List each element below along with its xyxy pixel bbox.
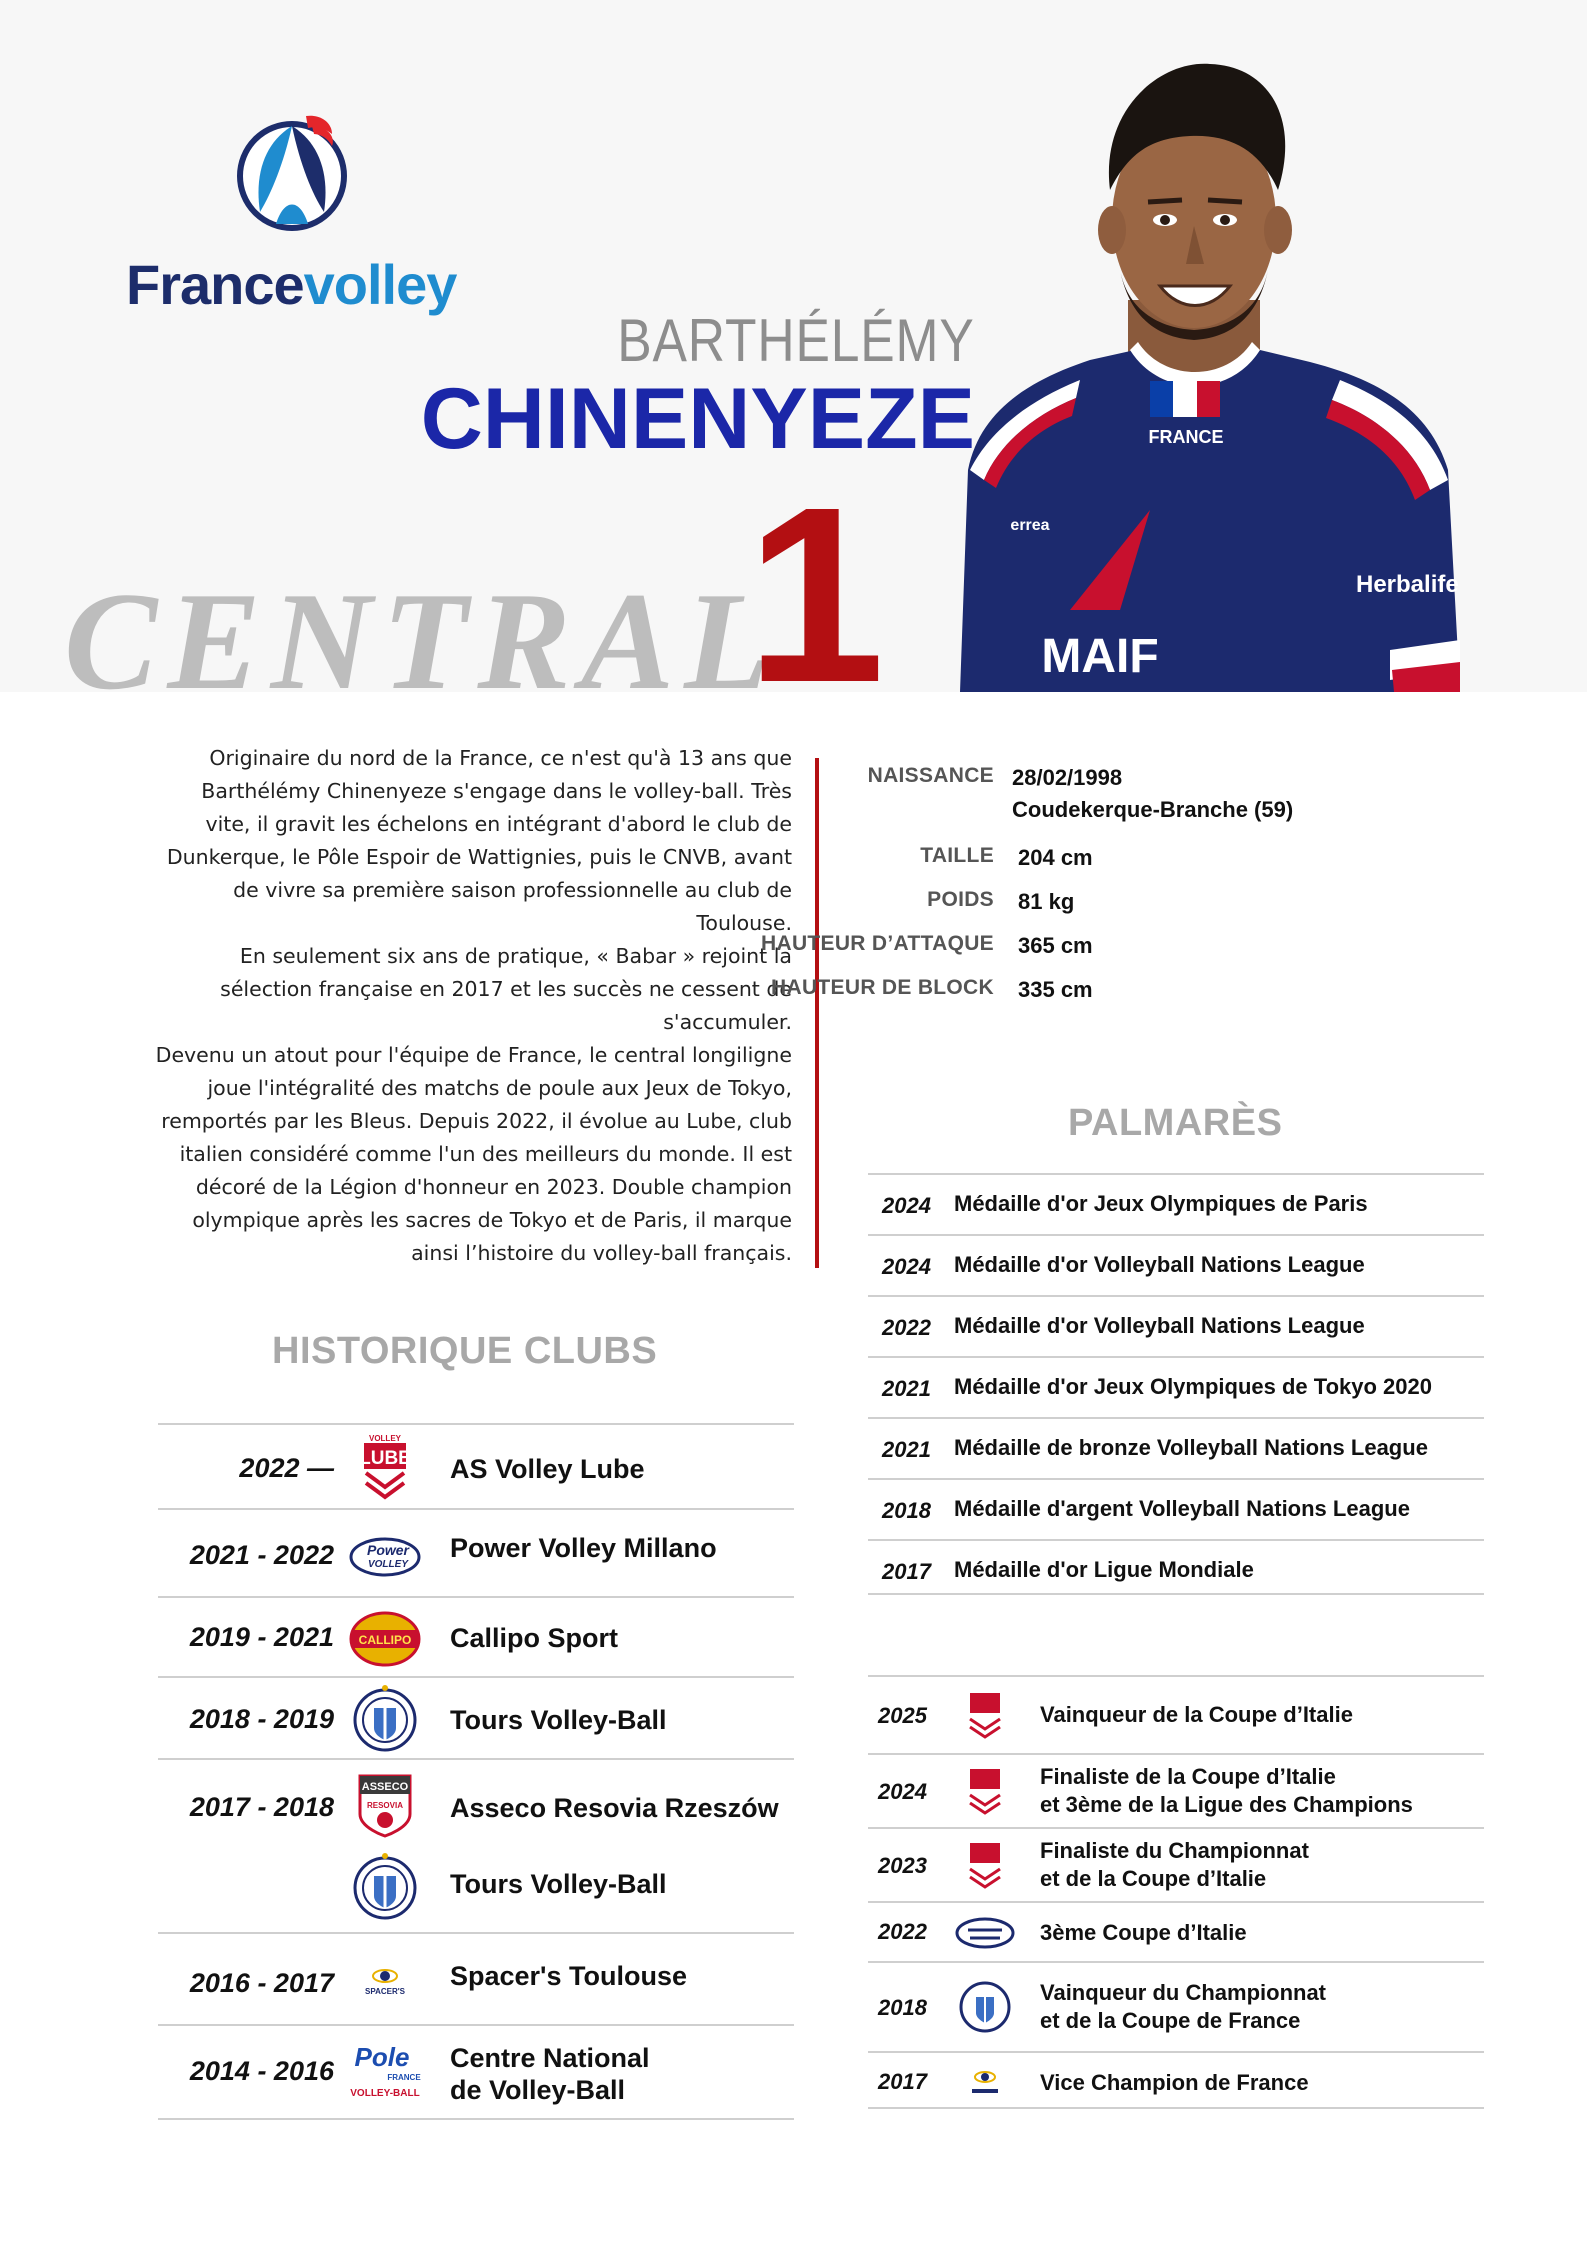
power-volley-logo-icon bbox=[348, 1522, 422, 1592]
club-row bbox=[158, 1423, 794, 1508]
club-palmares-year: 2025 bbox=[878, 1703, 927, 1728]
power-volley-logo-icon bbox=[954, 1906, 1016, 1960]
logo-small-text: FRANCE bbox=[387, 2073, 421, 2082]
tours-logo-icon bbox=[348, 1684, 422, 1754]
stat-value bbox=[1012, 762, 1293, 826]
club-name: Tours Volley-Ball bbox=[450, 1869, 667, 1899]
spacers-logo-icon bbox=[954, 2055, 1016, 2109]
stat-value: 81 kg bbox=[1018, 889, 1075, 914]
francevolley-ball-icon bbox=[232, 112, 352, 232]
palmares-label: Médaille d'argent Volleyball Nations League bbox=[954, 1496, 1410, 1521]
club-palmares-year: 2017 bbox=[878, 2069, 927, 2094]
palmares-year: 2022 bbox=[882, 1315, 931, 1340]
club-palmares-text-line2: et de la Coupe de France bbox=[1040, 2008, 1301, 2033]
logo-small-text-2: VOLLEY-BALL bbox=[350, 2088, 420, 2099]
stat-label: HAUTEUR D’ATTAQUE bbox=[761, 932, 994, 955]
logo-text: ASSECO bbox=[361, 1781, 409, 1793]
club-palmares-text: 3ème Coupe d’Italie bbox=[1040, 1920, 1247, 1945]
spacers-logo-icon bbox=[348, 1946, 422, 2016]
player-position: CENTRAL bbox=[64, 564, 780, 692]
birth-date: 28/02/1998 bbox=[1012, 765, 1123, 790]
player-first-name: BARTHÉLÉMY bbox=[617, 307, 975, 374]
club-palmares-year: 2023 bbox=[878, 1853, 927, 1878]
club-palmares-text-line2: et de la Coupe d’Italie bbox=[1040, 1866, 1267, 1891]
club-palmares-text: Vice Champion de France bbox=[1040, 2070, 1309, 2095]
logo-small-text: RESOVIA bbox=[366, 1801, 404, 1810]
bio-paragraph: Devenu un atout pour l'équipe de France, le central longiligne joue l'intégralité des matchs de poule aux Jeux de Tokyo, remportés par les Bleus. Depuis 2022, il évolue au Lube, club italien considéré comme l'un des meilleurs du monde. Il est décoré de la Légion d'honneur en 2023. Double champion olympique après les sacres de Tokyo et de Paris, il marque ainsi l’histoire du volley-ball français. bbox=[155, 1043, 792, 1265]
stat-value: 204 cm bbox=[1018, 845, 1093, 870]
stat-attack-height bbox=[761, 928, 1500, 972]
club-row bbox=[158, 2024, 794, 2120]
club-row bbox=[158, 1508, 794, 1596]
callipo-logo-icon bbox=[348, 1604, 422, 1674]
logo-text: SPACER'S bbox=[365, 1987, 405, 1996]
palmares-year: 2021 bbox=[882, 1437, 931, 1462]
palmares-title: PALMARÈS bbox=[1068, 1102, 1283, 1144]
wordmark-france: France bbox=[126, 253, 304, 316]
clubs-title: HISTORIQUE CLUBS bbox=[272, 1330, 658, 1372]
bio-divider bbox=[815, 758, 819, 1268]
palmares-row bbox=[868, 1295, 1484, 1356]
palmares-row bbox=[868, 1234, 1484, 1295]
club-name: Asseco Resovia Rzeszów bbox=[450, 1793, 779, 1823]
logo-text: Power bbox=[366, 1542, 410, 1558]
header-band bbox=[0, 0, 1587, 692]
player-biography bbox=[150, 742, 792, 1270]
stat-block-height bbox=[771, 972, 1500, 1016]
stat-value: 365 cm bbox=[1018, 933, 1093, 958]
palmares-year: 2024 bbox=[882, 1254, 931, 1279]
club-palmares-row bbox=[868, 1675, 1484, 1753]
wordmark-volley: volley bbox=[303, 253, 457, 316]
club-palmares-row bbox=[868, 1961, 1484, 2051]
player-stats bbox=[761, 760, 1500, 1016]
palmares-year: 2017 bbox=[882, 1559, 931, 1584]
club-row bbox=[158, 1758, 794, 1932]
stat-birth bbox=[850, 760, 1500, 840]
logo-small-text: VOLLEY bbox=[367, 1559, 409, 1570]
player-photo bbox=[960, 50, 1460, 692]
club-palmares-row bbox=[868, 2051, 1484, 2109]
jersey-flag-text: FRANCE bbox=[1148, 427, 1224, 447]
stat-height bbox=[850, 840, 1500, 884]
palmares-label: Médaille d'or Jeux Olympiques de Paris bbox=[954, 1191, 1368, 1216]
palmares-label: Médaille d'or Volleyball Nations League bbox=[954, 1313, 1365, 1338]
club-years: 2018 - 2019 bbox=[189, 1704, 334, 1734]
birth-place: Coudekerque-Branche (59) bbox=[1012, 797, 1294, 822]
club-palmares-text-line2: et 3ème de la Ligue des Champions bbox=[1040, 1792, 1413, 1817]
logo-text: Pole bbox=[354, 2042, 410, 2072]
club-palmares-row bbox=[868, 1901, 1484, 1961]
club-palmares-year: 2018 bbox=[878, 1995, 927, 2020]
club-name: AS Volley Lube bbox=[450, 1454, 645, 1484]
club-name: Tours Volley-Ball bbox=[450, 1705, 667, 1735]
club-years: 2021 - 2022 bbox=[189, 1540, 334, 1570]
club-years: 2014 - 2016 bbox=[189, 2056, 334, 2086]
club-name: Centre National bbox=[450, 2043, 650, 2073]
club-years: 2019 - 2021 bbox=[189, 1622, 334, 1652]
stat-label: HAUTEUR DE BLOCK bbox=[771, 976, 994, 999]
logo-text: LUBE bbox=[359, 1448, 411, 1469]
jersey-brand: errea bbox=[1010, 517, 1050, 534]
palmares-row bbox=[868, 1173, 1484, 1234]
jersey-sleeve-sponsor: Herbalife bbox=[1356, 571, 1459, 598]
palmares-row bbox=[868, 1539, 1484, 1595]
club-palmares-text: Finaliste du Championnat bbox=[1040, 1838, 1309, 1863]
club-name: Spacer's Toulouse bbox=[450, 1961, 687, 1991]
club-palmares-row bbox=[868, 1753, 1484, 1827]
club-row bbox=[158, 1932, 794, 2024]
stat-weight bbox=[850, 884, 1500, 928]
lube-logo-icon bbox=[348, 1431, 422, 1501]
logo-small-text: VOLLEY bbox=[368, 1434, 402, 1443]
bio-paragraph: En seulement six ans de pratique, « Babar » rejoint la sélection française en 2017 et les succès ne cessent de s'accumuler. bbox=[220, 944, 792, 1034]
stat-label: POIDS bbox=[927, 888, 994, 911]
club-name: Callipo Sport bbox=[450, 1623, 618, 1653]
club-years: 2022 — bbox=[239, 1453, 334, 1483]
tours-logo-icon bbox=[954, 1979, 1016, 2033]
palmares-year: 2018 bbox=[882, 1498, 931, 1523]
club-palmares-year: 2024 bbox=[878, 1779, 927, 1804]
palmares-year: 2024 bbox=[882, 1193, 931, 1218]
palmares-list bbox=[868, 1173, 1484, 1595]
palmares-year: 2021 bbox=[882, 1376, 931, 1401]
lube-logo-icon bbox=[954, 1763, 1016, 1817]
francevolley-wordmark bbox=[126, 252, 456, 317]
club-palmares-text: Vainqueur de la Coupe d’Italie bbox=[1040, 1702, 1353, 1727]
palmares-row bbox=[868, 1417, 1484, 1478]
tours-logo-icon bbox=[348, 1852, 422, 1922]
club-palmares-row bbox=[868, 1827, 1484, 1901]
logo-text: CALLIPO bbox=[358, 1633, 412, 1647]
pole-france-logo-icon bbox=[348, 2038, 422, 2108]
jersey-sponsor: MAIF bbox=[1041, 630, 1159, 683]
asseco-resovia-logo-icon bbox=[348, 1770, 422, 1840]
club-palmares-text: Finaliste de la Coupe d’Italie bbox=[1040, 1764, 1336, 1789]
club-palmares-text: Vainqueur du Championnat bbox=[1040, 1980, 1327, 2005]
clubs-list bbox=[158, 1423, 794, 2120]
club-years: 2016 - 2017 bbox=[189, 1968, 334, 1998]
stat-value: 335 cm bbox=[1018, 977, 1093, 1002]
bio-paragraph: Originaire du nord de la France, ce n'est qu'à 13 ans que Barthélémy Chinenyeze s'engage dans le volley-ball. Très vite, il gravit les échelons en intégrant d'abord le club de Dunkerque, le Pôle Espoir de Wattignies, puis le CNVB, avant de vivre sa première saison professionnelle au club de Toulouse. bbox=[166, 746, 792, 935]
club-row bbox=[158, 1676, 794, 1758]
palmares-label: Médaille d'or Jeux Olympiques de Tokyo 2020 bbox=[954, 1374, 1432, 1399]
palmares-row bbox=[868, 1356, 1484, 1417]
club-palmares-year: 2022 bbox=[878, 1919, 927, 1944]
stat-label: NAISSANCE bbox=[867, 764, 994, 787]
player-number: 1 bbox=[746, 455, 886, 692]
palmares-label: Médaille de bronze Volleyball Nations League bbox=[954, 1435, 1428, 1460]
lube-logo-icon bbox=[954, 1837, 1016, 1891]
club-years: 2017 - 2018 bbox=[189, 1792, 334, 1822]
club-palmares-list bbox=[868, 1675, 1484, 2109]
palmares-label: Médaille d'or Ligue Mondiale bbox=[954, 1557, 1254, 1582]
club-row bbox=[158, 1596, 794, 1676]
palmares-label: Médaille d'or Volleyball Nations League bbox=[954, 1252, 1365, 1277]
lube-logo-icon bbox=[954, 1687, 1016, 1741]
palmares-row bbox=[868, 1478, 1484, 1539]
club-name-line2: de Volley-Ball bbox=[450, 2075, 626, 2105]
player-last-name: CHINENYEZE bbox=[420, 371, 975, 467]
club-name: Power Volley Millano bbox=[450, 1533, 717, 1563]
stat-label: TAILLE bbox=[920, 844, 994, 867]
